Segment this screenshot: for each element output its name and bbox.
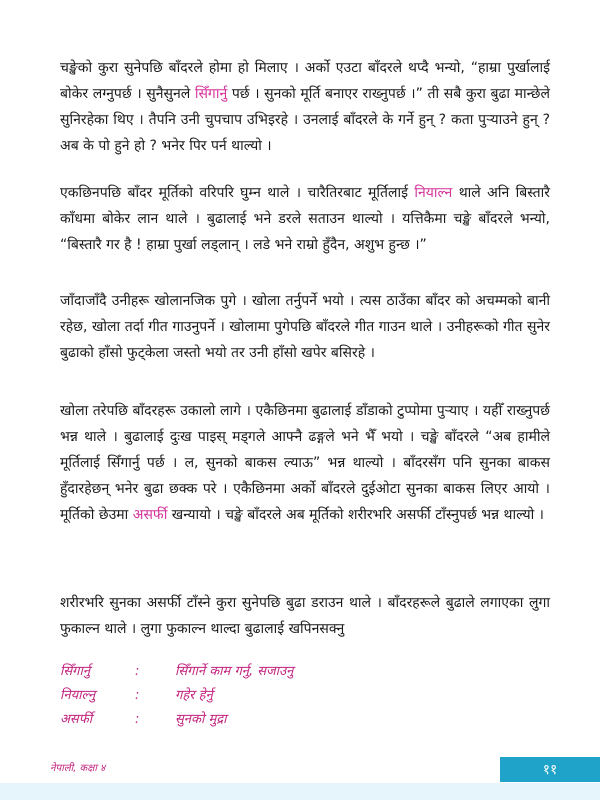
glossary-row [60,660,540,684]
glossary-row [60,684,540,708]
paragraph-text: एकछिनपछि बाँदर मूर्तिको वरिपरि घुम्न थाले । चारैतिरबाट मूर्तिलाई [60,185,415,201]
glossary [60,660,540,732]
glossary-separator: : [135,712,140,727]
paragraph-text: थाले अनि बिस्तारै काँधमा बोकेर लान थाले । बुढालाई भने डरले सताउन थाल्यो । यत्तिकैमा चङ्खे बाँदरले भन्यो, “बिस्तारै गर है ! हाम्रा पुर्खा लड्लान् । लडे भने राम्रो हुँदैन, अशुभ हुन्छ ।” [60,185,551,253]
glossary-word: असर्फी [60,712,93,727]
glossary-definition: गहेर हेर्नु [175,688,213,703]
glossary-separator: : [135,664,140,679]
glossary-word: नियाल्नु [60,688,96,703]
glossary-row [60,708,540,732]
highlighted-word: नियाल्न [414,185,453,201]
glossary-word: सिँगार्नु [60,664,91,679]
paragraph-text: खोला तरेपछि बाँदरहरू उकालो लागे । एकैछिनमा बुढालाई डाँडाको टुप्पोमा पुऱ्याए । यहीँ राख्नुपर्छ भन्न थाले । बुढालाई दुःख पाइस् मड्गले आफ्नै ढङ्गले भने भैँ भयो । चङ्खे बाँदरले “अब हामीले मूर्तिलाई सिँगार्नु पर्छ । ल, सुनको बाकस ल्याऊ” भन्न थाल्यो । बाँदरसँग पनि सुनका बाकस हुँदारहेछन् भनेर बुढा छक्क परे । एकैछिनमा अर्को बाँदरले दुईओटा सुनका बाकस लिएर आयो । मूर्तिको छेउमा [60,403,550,523]
glossary-separator: : [135,688,140,703]
highlighted-word: असर्फी [132,507,168,523]
paragraph-3 [60,288,550,366]
paragraph-5 [60,590,550,642]
paragraph-text: चङ्खेको कुरा सुनेपछि बाँदरले होमा हो मिलाए । अर्को एउटा बाँदरले थप्दै भन्यो, “हाम्रा पुर्खालाई बोकेर लग्नुपर्छ । सुनैसुनले [60,60,550,102]
highlighted-word: सिँगार्नु [194,86,228,102]
glossary-definition: सिँगार्ने काम गर्नु, सजाउनु [175,664,294,679]
paragraph-text: जाँदाजाँदै उनीहरू खोलानजिक पुगे । खोला तर्नुपर्ने भयो । त्यस ठाउँका बाँदर को अचम्मको बानी रहेछ, खोला तर्दा गीत गाउनुपर्ने । खोलामा पुगेपछि बाँदरले गीत गाउन थाले । उनीहरूको गीत सुनेर बुढाको हाँसो फुट्केला जस्तो भयो तर उनी हाँसो खपेर बसिरहे । [60,293,550,361]
paragraph-text: खन्यायो । चङ्खे बाँदरले अब मूर्तिको शरीरभरि असर्फी टाँस्नुपर्छ भन्न थाल्यो । [167,507,544,523]
paragraph-2 [60,180,550,258]
footer-strip [0,783,600,800]
paragraph-1 [60,55,550,159]
page-number: ११ [500,757,600,782]
footer-book-label: नेपाली, कक्षा ४ [50,763,106,774]
paragraph-text: शरीरभरि सुनका असर्फी टाँस्ने कुरा सुनेपछि बुढा डराउन थाले । बाँदरहरूले बुढाले लगाएका लुगा फुकाल्न थाले । लुगा फुकाल्न थाल्दा बुढालाई खपिनसक्नु [60,595,550,637]
paragraph-text: पर्छ । सुनको मूर्ति बनाएर राख्नुपर्छ ।” ती सबै कुरा बुढा मान्छेले सुनिरहेका थिए । तैपनि उनी चुपचाप उभिइरहे । उनलाई बाँदरले के गर्ने हुन् ? कता पुऱ्याउने हुन् ? अब के पो हुने हो ? भनेर पिर पर्न थाल्यो । [60,86,550,154]
paragraph-4 [60,398,550,528]
glossary-definition: सुनको मुद्रा [175,712,227,727]
